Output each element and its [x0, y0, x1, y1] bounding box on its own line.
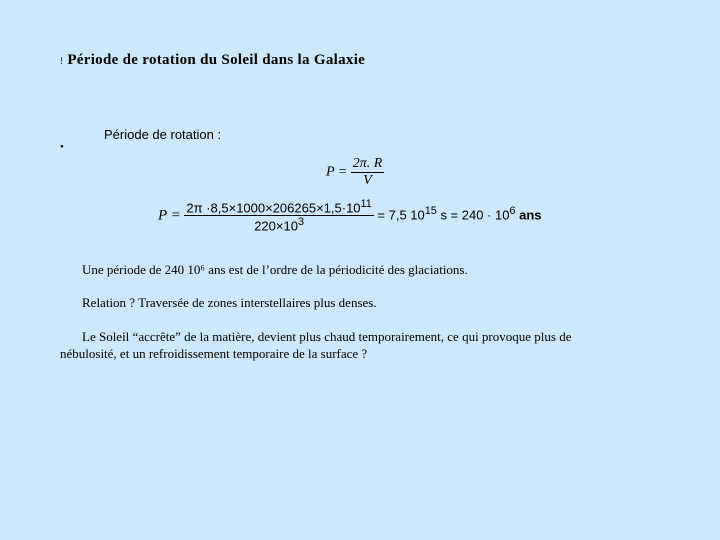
numerator-text: 2π ·8,5×1000×206265×1,5·10	[186, 200, 361, 216]
paragraph-accretion-line1: Le Soleil “accrête” de la matière, devient plus chaud temporairement, ce qui provoque plus de	[82, 329, 572, 344]
title-text: Période de rotation du Soleil dans la Galaxie	[67, 52, 366, 68]
result-seconds-exponent: 15	[424, 204, 437, 217]
denominator-exponent: 3	[297, 216, 304, 229]
result-years-exponent: 6	[509, 204, 516, 217]
general-formula	[326, 156, 384, 189]
slide-title	[60, 52, 365, 69]
title-bullet: !	[60, 55, 64, 66]
paragraph-accretion-line2: nébulosité, et un refroidissement temporaire de la surface ?	[60, 346, 368, 361]
paragraph-glaciations: Une période de 240 10⁶ ans est de l’ordre de la périodicité des glaciations.	[82, 262, 468, 277]
general-formula-numerator: 2π. R	[352, 156, 383, 171]
result-years: s = 240 · 10	[436, 207, 510, 223]
bullet-marker: •	[60, 141, 64, 153]
numeric-formula	[158, 198, 542, 234]
numeric-formula-lhs: P =	[158, 207, 181, 224]
numerator-exponent: 11	[360, 198, 372, 210]
paragraph-relation: Relation ? Traversée de zones interstellaires plus denses.	[82, 295, 377, 310]
numeric-formula-numerator	[184, 198, 373, 216]
numeric-formula-denominator	[184, 216, 373, 233]
result-seconds: = 7,5 10	[377, 207, 425, 223]
general-formula-denominator: V	[363, 173, 372, 188]
section-label: Période de rotation :	[104, 127, 222, 142]
numeric-formula-fraction	[184, 198, 373, 234]
general-formula-lhs: P =	[326, 164, 348, 180]
denominator-text: 220×10	[254, 218, 298, 234]
general-formula-fraction	[351, 156, 385, 189]
result-unit: ans	[515, 207, 542, 223]
